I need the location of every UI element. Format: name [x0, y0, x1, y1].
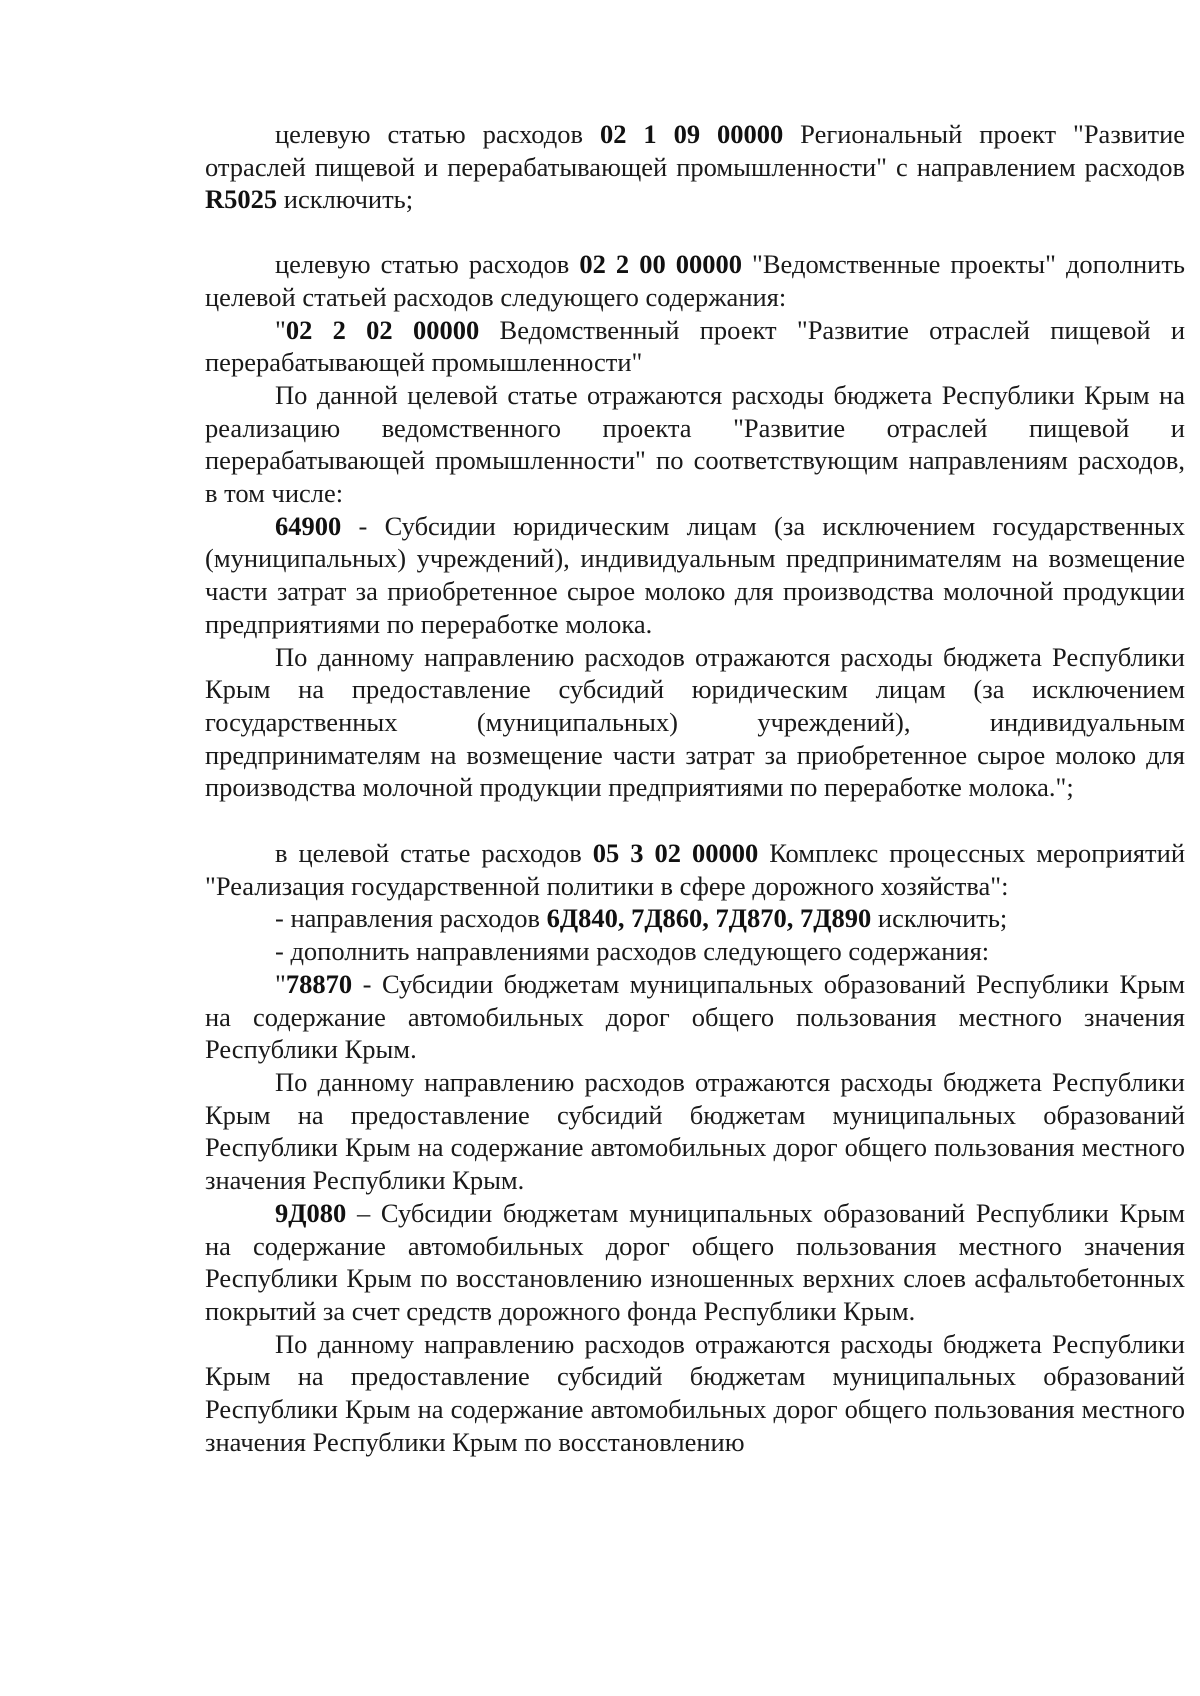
paragraph-add-directions: [205, 935, 1185, 968]
text-segment: исключить;: [277, 184, 414, 215]
budget-code: 02 2 00 00000: [579, 249, 742, 280]
paragraph-target-article-02-2-02: [205, 314, 1185, 379]
paragraph-direction-9d080: [205, 1197, 1185, 1328]
paragraph-direction-78870: [205, 968, 1185, 1066]
budget-code: 02 2 02 00000: [285, 314, 480, 345]
paragraph-direction-9d080-description: [205, 1328, 1185, 1459]
text-segment: целевую статью расходов: [275, 249, 580, 280]
text-segment: "Ведомственные проекты" дополнить целевой статьей расходов следующего содержания:: [205, 249, 1186, 312]
expense-direction-code: 64900: [275, 510, 342, 541]
text-segment: - Субсидии бюджетам муниципальных образований Республики Крым на содержание автомобильных дорог общего пользования местного значения Республики Крым.: [205, 968, 1185, 1065]
paragraph-article-description: [205, 379, 1185, 510]
paragraph-direction-78870-description: [205, 1066, 1185, 1197]
text-segment: Региональный проект "Развитие отраслей пищевой и перерабатывающей промышленности" с направлением расходов: [205, 119, 1186, 182]
text-segment: Ведомственный проект "Развитие отраслей пищевой и перерабатывающей промышленности": [205, 314, 1185, 378]
text-segment: По данному направлению расходов отражаются расходы бюджета Республики Крым на предоставление субсидий юридическим лицам (за исключением государственных (муниципальных) учреждений), индивидуальным предпринимателям на возмещение части затрат за приобретенное сырое молоко для производства молочной продукции предприятиями по переработке молока.";: [205, 641, 1185, 803]
text-segment: целевую статью расходов: [275, 119, 600, 149]
paragraph-target-article-02-1-09: [205, 118, 1185, 216]
expense-direction-codes: 6Д840, 7Д860, 7Д870, 7Д890: [546, 903, 872, 934]
text-segment: Комплекс процессных мероприятий "Реализация государственной политики в сфере дорожного хозяйства":: [205, 838, 1186, 901]
paragraph-target-article-05-3-02: [205, 837, 1185, 902]
expense-direction-code: 9Д080: [275, 1197, 347, 1228]
text-segment: ": [275, 968, 286, 999]
text-segment: По данному направлению расходов отражаются расходы бюджета Республики Крым на предоставление субсидий бюджетам муниципальных образований Республики Крым на содержание автомобильных дорог общего пользования местного значения Республики Крым.: [205, 1066, 1185, 1196]
expense-direction-code: R5025: [205, 184, 278, 215]
text-segment: - дополнить направлениями расходов следующего содержания:: [275, 936, 990, 967]
text-segment: ": [275, 314, 286, 345]
budget-code: 05 3 02 00000: [592, 838, 759, 869]
text-segment: - направления расходов: [275, 903, 547, 934]
paragraph-direction-64900-description: [205, 641, 1185, 805]
expense-direction-code: 78870: [285, 968, 353, 999]
text-segment: По данной целевой статье отражаются расходы бюджета Республики Крым на реализацию ведомственного проекта "Развитие отраслей пищевой и перерабатывающей промышленности" по соответствующим направлениям расходов, в том числе:: [205, 379, 1185, 509]
document-body: [205, 118, 1185, 1458]
paragraph-direction-64900: [205, 510, 1185, 641]
paragraph-target-article-02-2-00: [205, 248, 1185, 313]
budget-code: 02 1 09 00000: [599, 119, 784, 149]
text-segment: – Субсидии бюджетам муниципальных образований Республики Крым на содержание автомобильных дорог общего пользования местного значения Республики Крым по восстановлению изношенных верхних слоев асфальтобетонных покрытий за счет средств дорожного фонда Республики Крым.: [205, 1197, 1185, 1326]
text-segment: в целевой статье расходов: [275, 838, 593, 869]
text-segment: По данному направлению расходов отражаются расходы бюджета Республики Крым на предоставление субсидий бюджетам муниципальных образований Республики Крым на содержание автомобильных дорог общего пользования местного значения Республики Крым по восстановлению: [205, 1328, 1185, 1457]
text-segment: исключить;: [871, 903, 1008, 934]
paragraph-exclude-directions: [205, 902, 1185, 935]
text-segment: - Субсидии юридическим лицам (за исключением государственных (муниципальных) учреждений), индивидуальным предпринимателям на возмещение части затрат за приобретенное сырое молоко для производства молочной продукции предприятиями по переработке молока.: [205, 510, 1185, 639]
